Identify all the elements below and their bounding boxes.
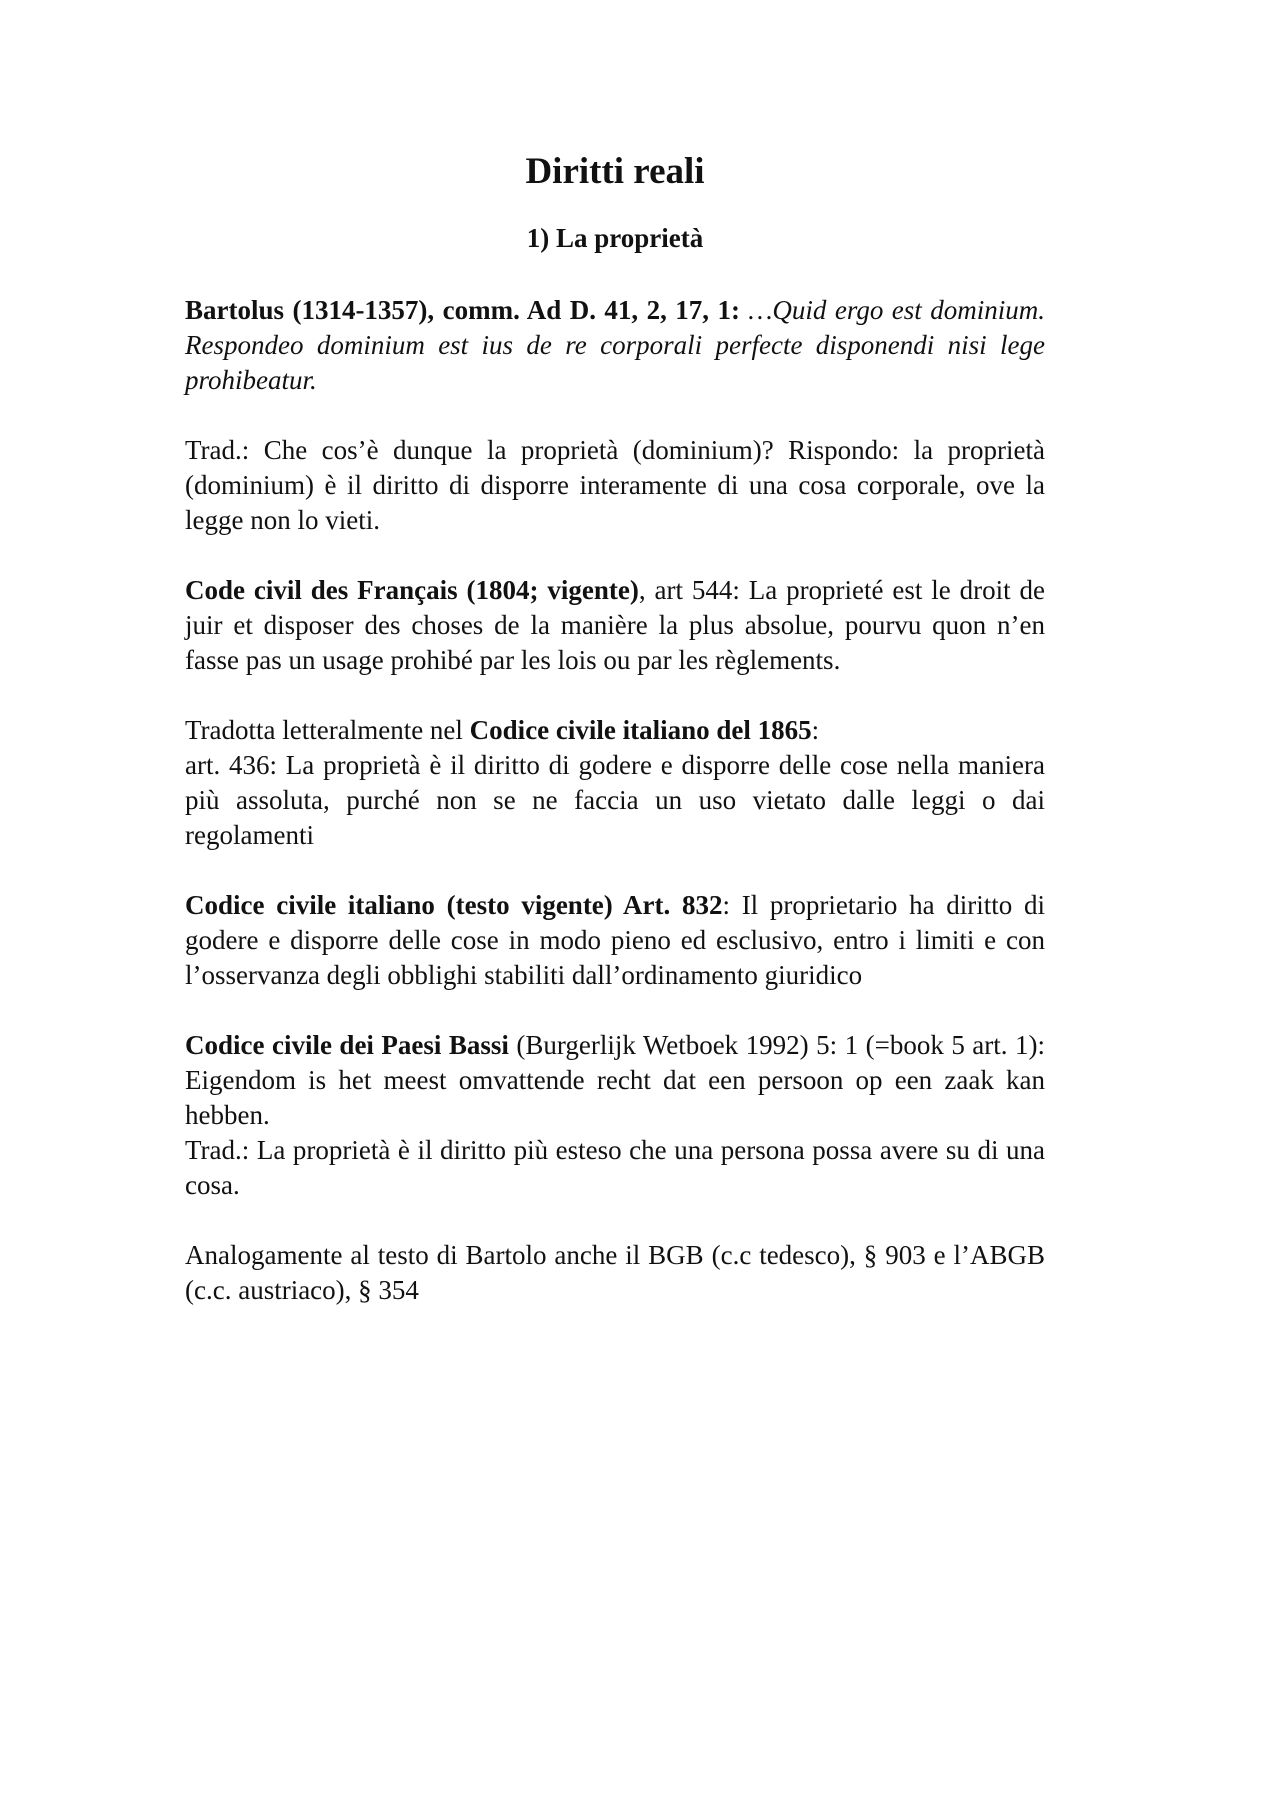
paesi-bassi-heading: Codice civile dei Paesi Bassi — [185, 1029, 509, 1060]
paesi-bassi-translation: Trad.: La proprietà è il diritto più esteso che una persona possa avere su di una cosa. — [185, 1134, 1045, 1200]
codice-1865-intro-line — [185, 713, 1045, 748]
codice-1865-colon: : — [811, 714, 820, 745]
bartolus-heading: Bartolus (1314-1357), comm. Ad D. 41, 2, 17, 1: — [185, 294, 740, 325]
code-civil-paragraph — [185, 573, 1045, 678]
code-civil-text: , art 544: La proprieté est le droit de juir et disposer des choses de la manière la plus absolue, pourvu quon n’en fasse pas un usage prohibé par les lois ou par les règlements. — [185, 574, 1045, 675]
codice-1865-text: art. 436: La proprietà è il diritto di godere e disporre delle cose nella maniera più assoluta, purché non se ne faccia un uso vietato dalle leggi o dai regolamenti — [185, 749, 1045, 850]
section-title: 1) La proprietà — [526, 223, 704, 254]
codice-1865-intro: Tradotta letteralmente nel — [185, 714, 470, 745]
page-title: Diritti reali — [525, 151, 705, 192]
paesi-bassi-text: (Burgerlijk Wetboek 1992) 5: 1 (=book 5 art. 1): Eigendom is het meest omvattende recht dat een persoon op een zaak kan hebben. — [185, 1029, 1046, 1130]
bartolus-paragraph — [185, 293, 1045, 398]
paesi-bassi-paragraph — [185, 1028, 1045, 1133]
analogamente-paragraph: Analogamente al testo di Bartolo anche il BGB (c.c tedesco), § 903 e l’ABGB (c.c. austriaco), § 354 — [185, 1239, 1045, 1305]
bartolus-quote: …Quid ergo est dominium. Respondeo dominium est ius de re corporali perfecte disponendi nisi lege prohibeatur. — [185, 294, 1045, 395]
document-page — [185, 150, 1045, 1343]
bartolus-translation: Trad.: Che cos’è dunque la proprietà (dominium)? Rispondo: la proprietà (dominium) è il diritto di disporre interamente di una cosa corporale, ove la legge non lo vieti. — [185, 434, 1045, 535]
codice-vigente-heading: Codice civile italiano (testo vigente) Art. 832 — [185, 889, 723, 920]
codice-1865-heading: Codice civile italiano del 1865 — [469, 714, 812, 745]
codice-vigente-paragraph — [185, 888, 1045, 993]
codice-vigente-text: : Il proprietario ha diritto di godere e disporre delle cose in modo pieno ed esclusivo, entro i limiti e con l’osservanza degli obblighi stabiliti dall’ordinamento giuridico — [185, 889, 1045, 990]
code-civil-heading: Code civil des Français (1804; vigente) — [185, 574, 639, 605]
